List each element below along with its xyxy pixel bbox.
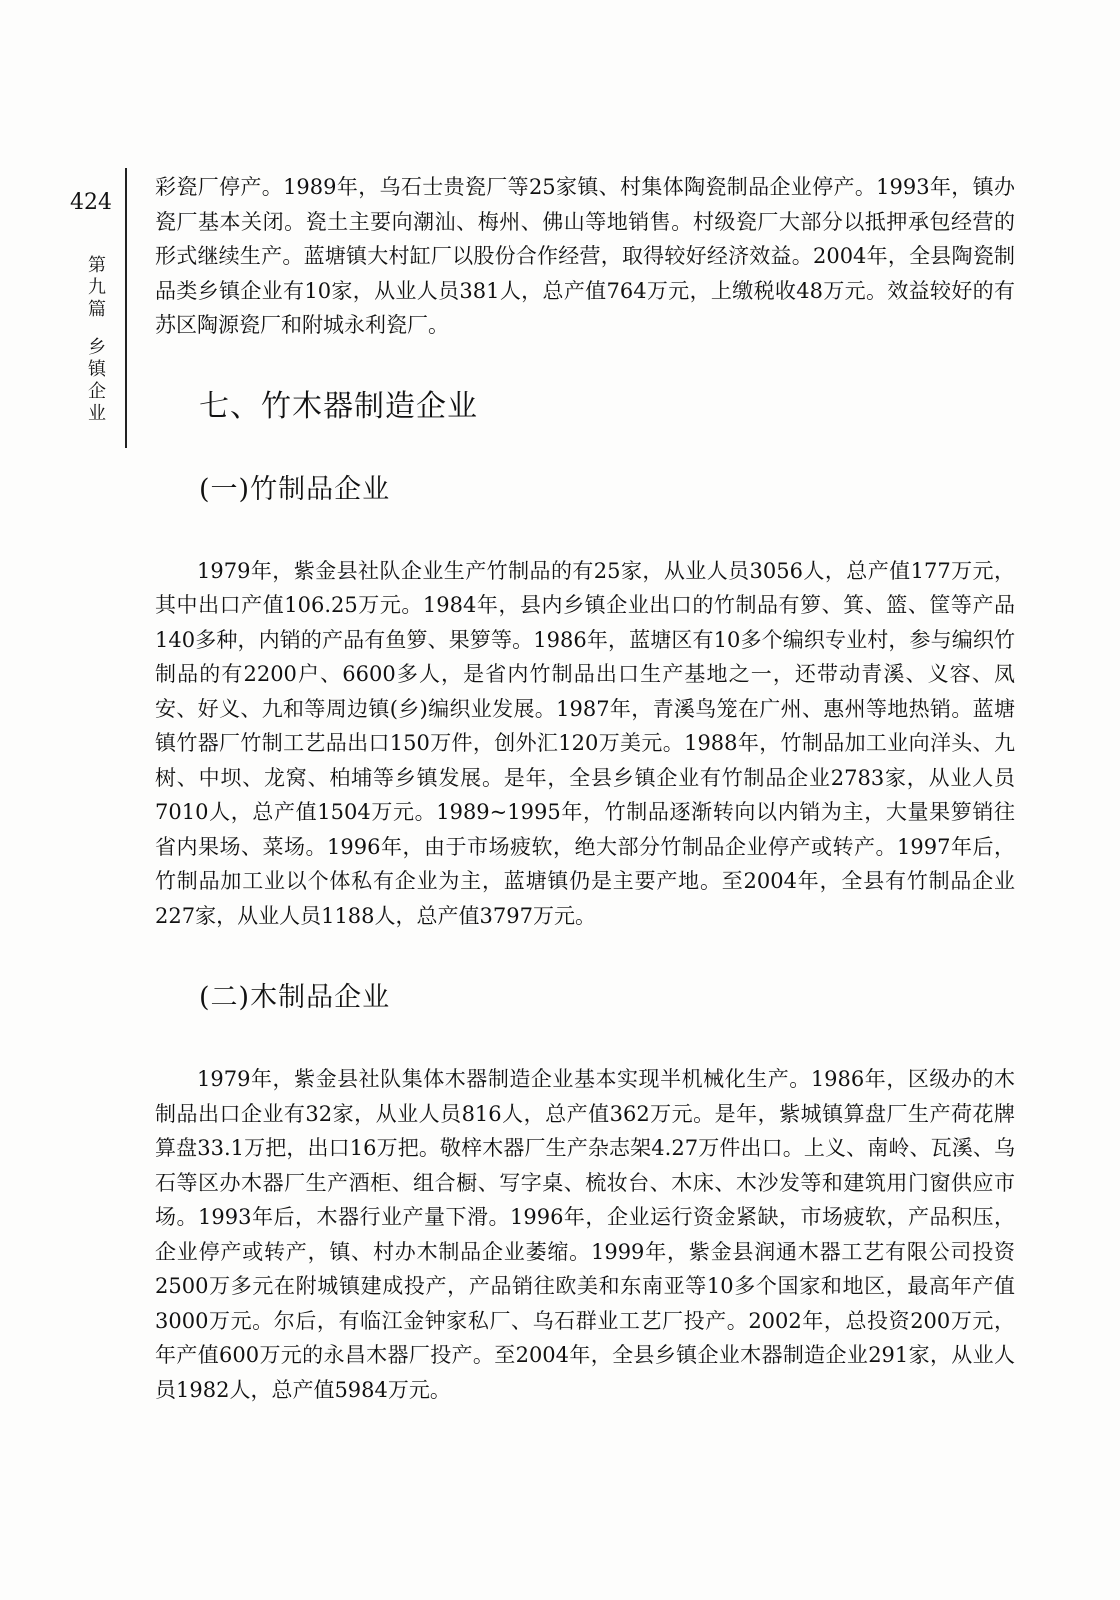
page-number: 424 (70, 190, 112, 215)
section-heading: 七、竹木器制造企业 (199, 388, 478, 424)
running-side-title (82, 255, 112, 425)
side-title-part: 第九篇 (88, 255, 106, 320)
subsection-heading-bamboo: (一)竹制品企业 (199, 473, 391, 505)
paragraph-bamboo: 1979年，紫金县社队企业生产竹制品的有25家，从业人员3056人，总产值177万元，其中出口产值106.25万元。1984年，县内乡镇企业出口的竹制品有箩、箕、篮、筐等产品140多种，内销的产品有鱼箩、果箩等。1986年，蓝塘区有10多个编织专业村，参与编织竹制品的有2200户、6600多人，是省内竹制品出口生产基地之一，还带动青溪、义容、凤安、好义、九和等周边镇(乡)编织业发展。1987年，青溪鸟笼在广州、惠州等地热销。蓝塘镇竹器厂竹制工艺品出口150万件，创外汇120万美元。1988年，竹制品加工业向洋头、九树、中坝、龙窝、柏埔等乡镇发展。是年，全县乡镇企业有竹制品企业2783家，从业人员7010人，总产值1504万元。1989~1995年，竹制品逐渐转向以内销为主，大量果箩销往省内果场、菜场。1996年，由于市场疲软，绝大部分竹制品企业停产或转产。1997年后，竹制品加工业以个体私有企业为主，蓝塘镇仍是主要产地。至2004年，全县有竹制品企业227家，从业人员1188人，总产值3797万元。 (155, 558, 1015, 928)
paragraph-wood: 1979年，紫金县社队集体木器制造企业基本实现半机械化生产。1986年，区级办的木制品出口企业有32家，从业人员816人，总产值362万元。是年，紫城镇算盘厂生产荷花牌算盘33.1万把，出口16万把。敬梓木器厂生产杂志架4.27万件出口。上义、南岭、瓦溪、乌石等区办木器厂生产酒柜、组合橱、写字桌、梳妆台、木床、木沙发等和建筑用门窗供应市场。1993年后，木器行业产量下滑。1996年，企业运行资金紧缺，市场疲软，产品积压，企业停产或转产，镇、村办木制品企业萎缩。1999年，紫金县润通木器工艺有限公司投资2500万多元在附城镇建成投产，产品销往欧美和东南亚等10多个国家和地区，最高年产值3000万元。尔后，有临江金钟家私厂、乌石群业工艺厂投产。2002年，总投资200万元，年产值600万元的永昌木器厂投产。至2004年，全县乡镇企业木器制造企业291家，从业人员1982人，总产值5984万元。 (155, 1067, 1015, 1402)
margin-rule (125, 168, 127, 448)
side-title-chapter: 乡镇企业 (88, 337, 106, 424)
paragraph-intro: 彩瓷厂停产。1989年，乌石士贵瓷厂等25家镇、村集体陶瓷制品企业停产。1993年，镇办瓷厂基本关闭。瓷土主要向潮汕、梅州、佛山等地销售。村级瓷厂大部分以抵押承包经营的形式继续生产。蓝塘镇大村缸厂以股份合作经营，取得较好经济效益。2004年，全县陶瓷制品类乡镇企业有10家，从业人员381人，总产值764万元，上缴税收48万元。效益较好的有苏区陶源瓷厂和附城永利瓷厂。 (155, 175, 1015, 337)
subsection-heading-wood: (二)木制品企业 (199, 982, 391, 1013)
side-title-gap (82, 321, 112, 337)
main-content (155, 170, 1015, 1407)
